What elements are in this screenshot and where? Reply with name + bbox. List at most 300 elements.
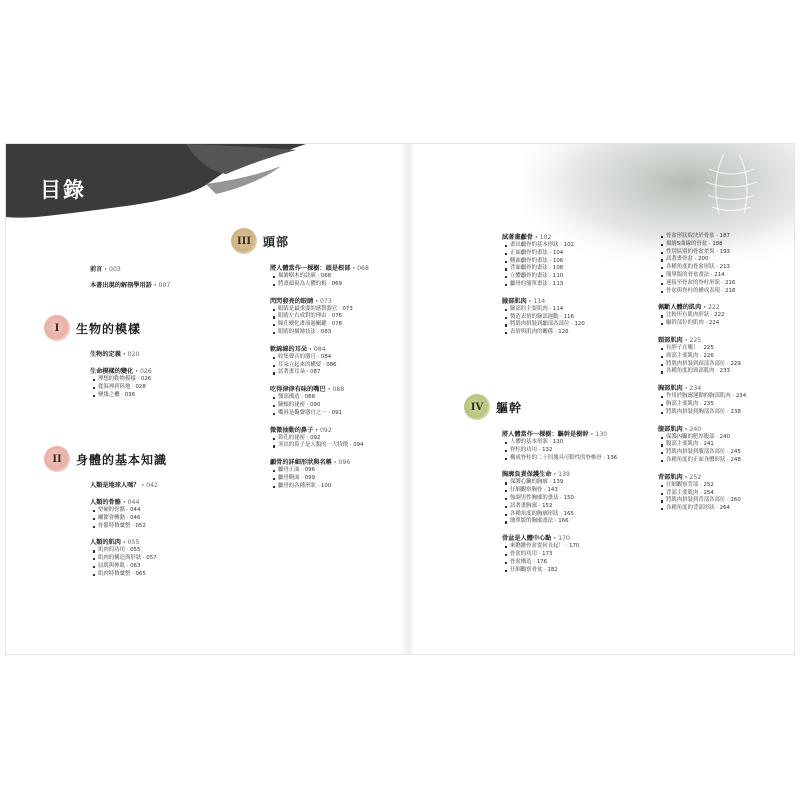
- subentry-page: 188: [712, 240, 723, 247]
- entry-title-text: 試著畫顱骨: [502, 234, 533, 241]
- toc-column-4: [658, 233, 788, 521]
- toc-subentry[interactable]: 腹部主要肌肉 · 241: [658, 441, 788, 449]
- subentry-page: 073: [342, 305, 353, 312]
- toc-entry: [90, 538, 220, 584]
- subentry-text: 畫出顱骨的基本形狀: [510, 242, 559, 248]
- subentry-page: 218: [725, 287, 736, 294]
- subentry-text: 從海裡到陸地: [98, 383, 131, 390]
- toc-entry-link[interactable]: 閃閃發亮的眼睛 · 073: [270, 297, 332, 305]
- subentry-page: 084: [320, 353, 332, 360]
- toc-subentry[interactable]: 顱骨的各種形狀 · 100: [270, 483, 400, 491]
- subentry-page: 226: [703, 352, 714, 359]
- toc-subentry[interactable]: 試著畫胸廓 · 152: [502, 503, 642, 511]
- toc-subentry[interactable]: 構成脊柱的二十四塊具可動性的脊椎骨 · 136: [502, 455, 642, 463]
- entry-page: 096: [338, 459, 351, 467]
- toc-subentry[interactable]: 胸部主要肌肉 · 235: [658, 401, 788, 409]
- toc-subentry[interactable]: 顎部構造 · 088: [270, 394, 400, 402]
- subentry-text: 將肌肉拼裝到背部各部位: [666, 497, 726, 504]
- toc-subentry[interactable]: 突出的鼻子是人類的一大特徵 · 094: [270, 442, 400, 450]
- toc-entry: [270, 426, 400, 457]
- toc-entry-link[interactable]: 吃得津津有味的嘴巴 · 088: [270, 386, 345, 394]
- subentry-text: 胸部主要肌肉: [666, 400, 699, 407]
- toc-entry: [90, 350, 220, 365]
- toc-entry: [658, 303, 788, 334]
- chapter-4-numeral: IV: [464, 394, 490, 420]
- toc-subentry[interactable]: 各種角度的正面身體形狀 · 248: [658, 457, 788, 465]
- toc-subentry[interactable]: 收集聲音的器官 · 084: [270, 354, 400, 362]
- subentry-text: 正面顱骨的畫法: [510, 249, 548, 256]
- toc-subentry[interactable]: 鼻孔的祕密 · 092: [270, 435, 400, 443]
- subentry-text: 瞳孔變化畫演過關鍵: [278, 321, 327, 328]
- entry-title-text: 頸部肌肉: [658, 336, 683, 344]
- toc-subentry[interactable]: 連接至骨盆的脊柱形狀 · 216: [658, 280, 788, 288]
- toc-subentry[interactable]: 嘴唇是擬聲器官之一 · 091: [270, 410, 400, 418]
- spacer: [502, 289, 632, 295]
- entry-title-text: 本書出現的解剖學用語: [90, 282, 152, 289]
- toc-subentry[interactable]: 將肌肉拼裝到顱部各部位 · 120: [502, 321, 632, 329]
- toc-entry-link[interactable]: 胸廓負責保護生命 · 139: [502, 471, 570, 479]
- toc-subentry[interactable]: 人體的基本形狀 · 130: [502, 439, 642, 447]
- toc-subentry[interactable]: 驅幹部位的肌肉 · 224: [658, 320, 788, 328]
- toc-subentry[interactable]: 從海裡到陸地 · 028: [90, 384, 220, 392]
- toc-subentry[interactable]: 描繪樹木的訣竅 · 068: [270, 273, 400, 281]
- toc-subentry[interactable]: 將肌肉拼裝到腹部各部位 · 245: [658, 449, 788, 457]
- toc-entry-link[interactable]: 臉部肌肉 · 114: [502, 297, 546, 305]
- toc-entry-link[interactable]: 人類的骨骼 · 044: [90, 499, 140, 506]
- chapter-3-numeral: III: [231, 228, 257, 254]
- subentry-page: 068: [320, 273, 332, 279]
- subentry-page: 026: [140, 376, 152, 382]
- subentry-text: 側面顱骨的畫法: [510, 257, 548, 264]
- spacer: [658, 417, 788, 423]
- subentry-text: 仔細觀察背部: [666, 481, 699, 488]
- subentry-page: 130: [552, 439, 564, 445]
- chapter-4-heading: [464, 394, 522, 420]
- entry-title-text: 臉部肌肉: [502, 297, 527, 305]
- toc-subentry[interactable]: 眼睛是最重要的感覺器官 · 073: [270, 306, 400, 314]
- subentry-text: 各種角度的頸部肌肉: [666, 368, 715, 375]
- toc-subentry[interactable]: 變幾之機 · 036: [90, 392, 220, 400]
- subentry-text: 作用於胸廓運動的胸部肌肉: [666, 393, 731, 400]
- subentry-text: 簡單版的骨盆畫法: [666, 271, 710, 278]
- chapter-4-title: 軀幹: [496, 400, 523, 415]
- toc-subentry[interactable]: 脊柱的功用 · 132: [502, 447, 642, 455]
- toc-subentry[interactable]: 強調男性胸廓的畫法 · 150: [502, 495, 642, 503]
- subentry-page: 126: [558, 329, 569, 336]
- subentry-text: 顎部構造: [278, 394, 300, 401]
- spacer: [502, 574, 642, 580]
- subentry-page: 182: [547, 566, 558, 573]
- toc-entry-link[interactable]: 生物的定義 · 020: [90, 351, 140, 358]
- toc-subentry[interactable]: 描繪S曲線的骨盆 · 188: [658, 241, 788, 249]
- toc-entry-link[interactable]: 人類的肌肉 · 055: [90, 539, 140, 547]
- subentry-text: 各種角度的正面身體形狀: [666, 456, 726, 463]
- chapter-4-entries: [502, 430, 642, 582]
- toc-subentry[interactable]: 試著畫耳朵 · 087: [270, 369, 400, 377]
- subentry-page: 235: [703, 400, 714, 407]
- subentry-text: 將肌肉拼裝到胸部各部位: [666, 408, 726, 415]
- chapter-3-entries: [270, 264, 400, 499]
- subentry-page: 078: [331, 321, 342, 328]
- subentry-text: 顱骨正面: [278, 467, 300, 474]
- subentry-page: 106: [552, 257, 564, 264]
- toc-entry-link[interactable]: 微微抽動的鼻子 · 092: [270, 426, 332, 434]
- subentry-page: 108: [552, 265, 564, 272]
- toc-entry-link[interactable]: 佩斷人體的肌肉 · 222: [658, 304, 720, 312]
- toc-entry-continued: [658, 233, 788, 301]
- subentry-text: 試著畫胸廓: [510, 502, 537, 509]
- spacer: [270, 450, 400, 456]
- subentry-page: 113: [552, 280, 564, 287]
- subentry-page: 083: [320, 328, 332, 335]
- toc-entry-link[interactable]: 本書出現的解剖學用語 · 007: [90, 282, 171, 289]
- toc-subentry[interactable]: 骨盆構造 · 176: [502, 559, 642, 567]
- subentry-text: 來瞧瞧骨盆從何長起！: [510, 543, 564, 550]
- toc-subentry[interactable]: 比較所有肌肉形狀 · 222: [658, 312, 788, 320]
- subentry-text: 將肌肉拼裝到腹部各部位: [666, 449, 726, 456]
- toc-entry: [90, 367, 220, 405]
- toc-subentry[interactable]: 背部主要肌肉 · 254: [658, 490, 788, 498]
- toc-subentry[interactable]: 長脖子在哪！ · 225: [658, 345, 788, 353]
- subentry-text: 背部主要肌肉: [666, 489, 699, 496]
- toc-entry: [270, 345, 400, 383]
- spacer: [502, 462, 642, 468]
- toc-column-1-intro: [90, 265, 220, 297]
- toc-subentry[interactable]: 背面顱骨的畫法 · 108: [502, 265, 632, 273]
- entry-page: 139: [558, 471, 570, 479]
- entry-title-text: 軟綿綿的耳朵: [270, 345, 308, 353]
- chapter-2-numeral: II: [44, 446, 70, 472]
- entry-title-text: 微微抽動的鼻子: [270, 426, 314, 434]
- subentry-text: 腹部主要肌肉: [666, 441, 699, 448]
- entry-title-text: 背部肌肉: [658, 473, 683, 481]
- subentry-page: 069: [331, 280, 342, 287]
- entry-page: 225: [689, 336, 702, 344]
- subentry-page: 176: [536, 558, 548, 565]
- subentry-page: 264: [719, 505, 730, 512]
- subentry-text: 驅幹部位的肌肉: [666, 320, 704, 327]
- spacer: [658, 513, 788, 519]
- toc-subentry[interactable]: 眼睛左右成對的理由 · 076: [270, 313, 400, 321]
- entry-page: 170: [558, 535, 570, 543]
- toc-subentry[interactable]: 性別區別的骨盆差異 · 193: [658, 249, 788, 257]
- toc-entry: [658, 384, 788, 422]
- toc-subentry[interactable]: 保護內臟的肥厚腹部 · 240: [658, 434, 788, 442]
- toc-entry-link[interactable]: 胸部肌肉 · 234: [658, 385, 702, 393]
- entry-page: 055: [127, 539, 140, 547]
- subentry-page: 091: [331, 409, 342, 416]
- subentry-page: 248: [730, 456, 741, 463]
- toc-subentry[interactable]: 堅硬的骨骼 · 044: [90, 507, 220, 515]
- toc-subentry[interactable]: 頸部主要肌肉 · 226: [658, 353, 788, 361]
- toc-subentry[interactable]: 試著畫骨盆 · 200: [658, 256, 788, 264]
- toc-subentry[interactable]: 將畫頭視為人體的根 · 069: [270, 281, 400, 289]
- toc-subentry[interactable]: 肌肉的構造與形狀 · 057: [90, 555, 220, 563]
- toc-subentry[interactable]: 仔細觀察胸骨 · 143: [502, 487, 642, 495]
- toc-entry-link[interactable]: 骨盆是人體中心點 · 170: [502, 535, 570, 543]
- subentry-text: 屈肌與伸肌: [98, 562, 125, 569]
- subentry-text: 各種角度的骨盆形狀: [666, 264, 715, 271]
- subentry-text: 肌肉特徵彙整: [98, 570, 131, 577]
- toc-subentry[interactable]: 屈肌與伸肌 · 063: [90, 563, 220, 571]
- subentry-text: 簡單版的胸廓畫法: [510, 518, 554, 525]
- toc-entry-link[interactable]: 人類是地球人嗎？ · 042: [90, 482, 158, 489]
- entry-title-text: 人類的肌肉: [90, 539, 121, 547]
- subentry-text: 性別區別的骨盆差異: [666, 248, 715, 255]
- subentry-text: 立體顱骨的畫法: [510, 273, 548, 280]
- subentry-page: 055: [130, 547, 141, 554]
- subentry-text: 各種角度的胸廓形狀: [510, 510, 559, 517]
- entry-page: 234: [689, 385, 702, 393]
- toc-entry-link[interactable]: 頸部肌肉 · 225: [658, 336, 702, 344]
- toc-entry-link[interactable]: 前言 · 003: [90, 266, 121, 273]
- toc-entry-link[interactable]: 試著畫顱骨 · 102: [502, 234, 552, 241]
- toc-entry: [270, 385, 400, 423]
- subentry-text: 骨盆形狀取決於骨盆: [666, 233, 715, 239]
- subentry-text: 仔細觀察胸骨: [510, 487, 543, 494]
- subentry-text: 比較所有肌肉形狀: [666, 312, 710, 319]
- toc-subentry[interactable]: 製造表情的臉部運動 · 116: [502, 314, 632, 322]
- subentry-text: 描繪S曲線的骨盆: [666, 240, 708, 247]
- subentry-page: 052: [135, 522, 146, 529]
- subentry-page: 028: [135, 383, 146, 390]
- toc-entry-link[interactable]: 軟綿綿的耳朵 · 084: [270, 345, 326, 353]
- toc-entry-link[interactable]: 將人體當作一棵樹：頭是根部 · 068: [270, 265, 369, 272]
- subentry-page: 173: [542, 550, 553, 557]
- toc-subentry[interactable]: 將肌肉拼裝到胸部各部位 · 238: [658, 409, 788, 417]
- entry-title-text: 將人體當作一棵樹：驅幹是樹幹: [502, 431, 589, 438]
- toc-subentry[interactable]: 將肌肉拼裝到背部各部位 · 260: [658, 497, 788, 505]
- subentry-page: 046: [130, 514, 141, 521]
- toc-entry: [658, 425, 788, 471]
- subentry-text: 變幾之機: [98, 391, 120, 398]
- entry-title-text: 人類是地球人嗎？: [90, 482, 140, 489]
- toc-subentry[interactable]: 仔細觀察背部 · 252: [658, 482, 788, 490]
- subentry-text: 長脖子在哪！: [666, 344, 699, 351]
- toc-subentry[interactable]: 來瞧瞧骨盆從何長起！ · 170: [502, 543, 642, 551]
- toc-subentry[interactable]: 骨盆與脊柱的構成表現 · 218: [658, 288, 788, 296]
- subentry-text: 各種角度的背部形狀: [666, 505, 715, 512]
- spacer: [90, 530, 220, 536]
- toc-entry-link[interactable]: 顱骨的詳細形狀與名稱 · 096: [270, 459, 351, 467]
- subentry-page: 090: [310, 401, 321, 408]
- entry-page: 020: [127, 351, 140, 358]
- subentry-page: 234: [735, 393, 747, 400]
- toc-subentry[interactable]: 立體顱骨的畫法 · 110: [502, 273, 632, 281]
- toc-subentry[interactable]: 保護心臟的胸廓 · 139: [502, 479, 642, 487]
- toc-subentry[interactable]: 耳朵立起來的構要 · 086: [270, 362, 400, 370]
- toc-entry-link[interactable]: 腹部肌肉 · 240: [658, 425, 702, 433]
- spacer: [90, 490, 220, 496]
- subentry-text: 理想的動物模樣: [98, 376, 136, 382]
- subentry-page: 245: [730, 449, 741, 456]
- toc-entry: [502, 430, 642, 468]
- subentry-page: 241: [703, 441, 714, 448]
- toc-subentry[interactable]: 顱骨的簡單畫法 · 113: [502, 281, 632, 289]
- subentry-page: 216: [725, 279, 736, 286]
- subentry-text: 保護內臟的肥厚腹部: [666, 433, 715, 440]
- toc-subentry[interactable]: 簡單版的骨盆畫法 · 214: [658, 272, 788, 280]
- subentry-text: 鼻孔的祕密: [278, 434, 305, 441]
- toc-subentry[interactable]: 表情與肌肉的關係 · 126: [502, 329, 632, 337]
- subentry-page: 076: [331, 313, 342, 320]
- subentry-page: 224: [708, 320, 720, 327]
- toc-entry: [658, 336, 788, 382]
- subentry-text: 仔細觀察骨盆: [510, 566, 543, 573]
- subentry-text: 顱骨側面: [278, 474, 300, 481]
- entry-page: 084: [313, 345, 326, 353]
- toc-entry-link[interactable]: 背部肌肉 · 252: [658, 473, 702, 481]
- spacer: [90, 579, 220, 585]
- entry-page: 003: [109, 266, 121, 273]
- subentry-page: 229: [730, 360, 741, 367]
- entry-title-text: 胸廓負責保護生命: [502, 471, 552, 479]
- toc-entry: [502, 297, 632, 343]
- subentry-text: 肌肉的構造與形狀: [98, 555, 142, 562]
- subentry-page: 044: [130, 507, 141, 513]
- toc-subentry[interactable]: 側面顱骨的畫法 · 106: [502, 258, 632, 266]
- entry-page: 092: [319, 426, 332, 434]
- subentry-page: 152: [542, 502, 553, 509]
- spacer: [502, 337, 632, 343]
- toc-subentry[interactable]: 臉頰的祕密 · 090: [270, 402, 400, 410]
- toc-subentry[interactable]: 顱骨側面 · 099: [270, 475, 400, 483]
- toc-entry: [270, 297, 400, 343]
- subentry-text: 製造表情的臉部運動: [510, 313, 559, 320]
- chapter-2-entries: [90, 481, 220, 587]
- toc-entry: [658, 473, 788, 519]
- subentry-page: 139: [552, 479, 564, 486]
- toc-subentry[interactable]: 肌肉特徵彙整 · 065: [90, 571, 220, 579]
- chapter-1-numeral: I: [44, 315, 70, 341]
- spacer: [270, 491, 400, 497]
- entry-page: 222: [707, 304, 720, 312]
- subentry-page: 120: [574, 321, 585, 328]
- toc-subentry[interactable]: 瞳孔變化畫演過關鍵 · 078: [270, 321, 400, 329]
- toc-subentry[interactable]: 骨盆的功用 · 173: [502, 551, 642, 559]
- toc-subentry[interactable]: 畫出顱骨的基本形狀 · 102: [502, 242, 632, 250]
- toc-entry-link[interactable]: 生命模樣的變化 · 026: [90, 368, 152, 375]
- subentry-page: 088: [304, 394, 316, 401]
- subentry-text: 強調男性胸廓的畫法: [510, 494, 559, 501]
- subentry-text: 耳朵立起來的構要: [278, 361, 322, 368]
- entry-page: 240: [689, 425, 702, 433]
- subentry-text: 眼睛的描繪技法: [278, 328, 316, 335]
- subentry-page: 114: [552, 305, 564, 312]
- chapter-3-title: 頭部: [263, 234, 290, 249]
- subentry-text: 將肌肉拼裝到頸部各部位: [666, 360, 726, 367]
- subentry-text: 骨盆與脊柱的構成表現: [666, 287, 720, 294]
- subentry-text: 試著畫耳朵: [278, 369, 305, 376]
- entry-title-text: 生命模樣的變化: [90, 368, 134, 375]
- subentry-page: 193: [719, 248, 730, 255]
- entry-title-text: 人類的骨骼: [90, 499, 121, 506]
- subentry-text: 脊柱的功用: [510, 446, 537, 453]
- subentry-page: 102: [563, 242, 574, 248]
- entry-title-text: 胸部肌肉: [658, 385, 683, 393]
- toc-subentry[interactable]: 理想的動物模樣 · 026: [90, 376, 220, 384]
- subentry-text: 肌肉的功用: [98, 547, 125, 554]
- toc-subentry[interactable]: 肌肉的功用 · 055: [90, 547, 220, 555]
- spacer: [658, 328, 788, 334]
- subentry-page: 096: [304, 467, 316, 474]
- subentry-text: 臉頰的祕密: [278, 401, 305, 408]
- entry-page: 252: [689, 473, 702, 481]
- toc-entry: [502, 534, 642, 580]
- book-spread: [5, 143, 795, 655]
- subentry-text: 人體的基本形狀: [510, 439, 548, 445]
- subentry-page: 092: [310, 434, 321, 441]
- subentry-text: 骨盆構造: [510, 558, 532, 565]
- subentry-page: 170: [569, 543, 580, 550]
- subentry-page: 116: [563, 313, 574, 320]
- subentry-text: 臉部的主要肌肉: [510, 305, 548, 312]
- toc-entry: [502, 470, 642, 532]
- toc-subentry[interactable]: 顱骨正面 · 096: [270, 467, 400, 475]
- spacer: [658, 465, 788, 471]
- subentry-page: 063: [130, 562, 141, 569]
- toc-subentry[interactable]: 臉部的主要肌肉 · 114: [502, 306, 632, 314]
- toc-subentry[interactable]: 眼睛的描繪技法 · 083: [270, 329, 400, 337]
- toc-subentry[interactable]: 簡單版的胸廓畫法 · 166: [502, 518, 642, 526]
- spacer: [658, 295, 788, 301]
- entry-title-text: 前言: [90, 266, 103, 273]
- toc-subentry[interactable]: 作用於胸廓運動的胸部肌肉 · 234: [658, 393, 788, 401]
- subentry-page: 254: [703, 489, 714, 496]
- entry-page: 088: [332, 386, 345, 394]
- chapter-1-title: 生物的模樣: [76, 321, 142, 336]
- toc-subentry[interactable]: 仔細觀察骨盆 · 182: [502, 567, 642, 575]
- toc-entry: [502, 233, 632, 295]
- subentry-text: 堅硬的骨骼: [98, 507, 125, 513]
- toc-subentry[interactable]: 各種角度的背部形狀 · 264: [658, 505, 788, 513]
- toc-entry: [90, 265, 220, 279]
- subentry-text: 嘴唇是擬聲器官之一: [278, 409, 327, 416]
- subentry-page: 087: [310, 369, 321, 376]
- subentry-page: 150: [563, 494, 574, 501]
- spacer: [502, 526, 642, 532]
- chapter-1-heading: [44, 315, 141, 341]
- subentry-text: 表情與肌肉的關係: [510, 329, 554, 336]
- subentry-text: 骨骼特徵彙整: [98, 522, 131, 529]
- subentry-page: 222: [714, 312, 725, 319]
- toc-subentry[interactable]: 各種角度的胸廓形狀 · 165: [502, 511, 642, 519]
- toc-title: 目錄: [40, 178, 86, 202]
- subentry-text: 描繪樹木的訣竅: [278, 273, 316, 279]
- subentry-page: 036: [124, 391, 136, 398]
- entry-page: 114: [533, 297, 546, 305]
- chapter-2-heading: [44, 446, 167, 472]
- chapter-3-heading: [231, 228, 289, 254]
- subentry-text: 構成脊柱的二十四塊具可動性的脊椎骨: [510, 454, 602, 461]
- toc-subentry[interactable]: 骨盆形狀取決於骨盆 · 187: [658, 233, 788, 241]
- subentry-page: 252: [703, 481, 714, 488]
- spacer: [90, 359, 220, 365]
- subentry-text: 突出的鼻子是人類的一大特徵: [278, 442, 349, 449]
- subentry-page: 238: [730, 408, 741, 415]
- toc-subentry[interactable]: 關節會轉動 · 046: [90, 515, 220, 523]
- toc-entry-link[interactable]: 將人體當作一棵樹：驅幹是樹幹 · 130: [502, 431, 608, 438]
- spacer: [90, 399, 220, 405]
- toc-subentry[interactable]: 正面顱骨的畫法 · 104: [502, 250, 632, 258]
- subentry-text: 顱骨的簡單畫法: [510, 280, 548, 287]
- subentry-text: 將畫頭視為人體的根: [278, 280, 327, 287]
- toc-subentry[interactable]: 各種角度的頸部肌肉 · 233: [658, 368, 788, 376]
- toc-subentry[interactable]: 將肌肉拼裝到頸部各部位 · 229: [658, 361, 788, 369]
- subentry-page: 104: [552, 249, 564, 256]
- toc-subentry[interactable]: 骨骼特徵彙整 · 052: [90, 523, 220, 531]
- toc-subentry[interactable]: 各種角度的骨盆形狀 · 213: [658, 264, 788, 272]
